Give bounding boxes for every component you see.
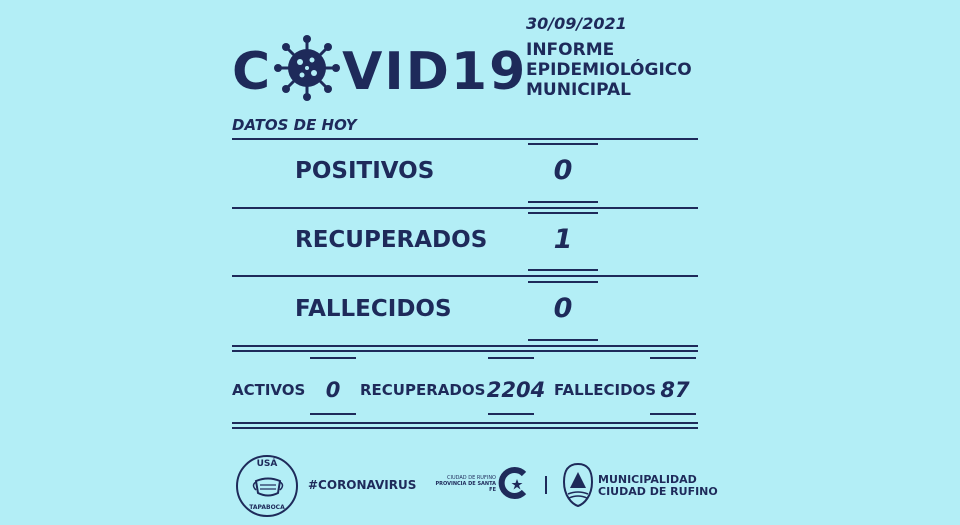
total-fallecidos-value: 87	[660, 378, 690, 402]
today-fallecidos-value: 0	[553, 293, 573, 324]
report-subtitle	[526, 40, 692, 100]
report-date: 30/09/2021	[526, 14, 627, 33]
divider	[528, 201, 598, 203]
virus-icon	[274, 35, 340, 101]
divider	[528, 281, 598, 283]
divider	[232, 350, 698, 352]
divider	[488, 357, 534, 359]
footer-separator	[545, 476, 547, 494]
title-prefix: C	[232, 42, 273, 102]
divider	[528, 339, 598, 341]
hashtag: #CORONAVIRUS	[308, 478, 417, 492]
subtitle-line: EPIDEMIOLÓGICO	[526, 60, 692, 80]
divider	[650, 413, 696, 415]
divider	[232, 275, 698, 277]
city-caption-line: PROVINCIA DE SANTA FE	[435, 481, 496, 493]
divider	[310, 413, 356, 415]
divider	[232, 422, 698, 424]
total-activos-value: 0	[325, 378, 341, 402]
divider	[232, 345, 698, 347]
city-logo-icon	[497, 466, 531, 500]
divider	[310, 357, 356, 359]
today-recuperados-label: RECUPERADOS	[295, 227, 488, 253]
municipality-name	[598, 474, 718, 498]
divider	[528, 143, 598, 145]
total-fallecidos-label: FALLECIDOS	[554, 381, 657, 399]
today-recuperados-value: 1	[553, 224, 573, 255]
subtitle-line: MUNICIPAL	[526, 80, 631, 100]
divider	[488, 413, 534, 415]
mask-top-text: USÁ	[256, 459, 278, 469]
city-caption	[430, 475, 496, 493]
title-suffix: VID19	[342, 42, 528, 102]
divider	[650, 357, 696, 359]
municipality-line: CIUDAD DE RUFINO	[598, 485, 718, 498]
total-recuperados-label: RECUPERADOS	[360, 381, 486, 399]
mask-badge	[236, 455, 298, 517]
municipality-line: MUNICIPALIDAD	[598, 473, 697, 486]
subtitle-line: INFORME	[526, 40, 615, 60]
divider	[232, 427, 698, 429]
today-positivos-label: POSITIVOS	[295, 158, 435, 184]
page-title	[232, 34, 527, 110]
mask-icon	[251, 474, 285, 500]
total-recuperados-value: 2204	[486, 378, 546, 402]
total-activos-label: ACTIVOS	[232, 381, 306, 399]
divider	[528, 212, 598, 214]
today-positivos-value: 0	[553, 155, 573, 186]
divider	[232, 207, 698, 209]
today-fallecidos-label: FALLECIDOS	[295, 296, 452, 322]
municipality-shield-icon	[562, 462, 594, 508]
section-label: DATOS DE HOY	[232, 116, 357, 134]
city-caption-line: CIUDAD DE RUFINO	[446, 475, 496, 481]
divider	[528, 269, 598, 271]
divider	[232, 138, 698, 140]
mask-bottom-text: TAPABOCA	[249, 504, 285, 511]
